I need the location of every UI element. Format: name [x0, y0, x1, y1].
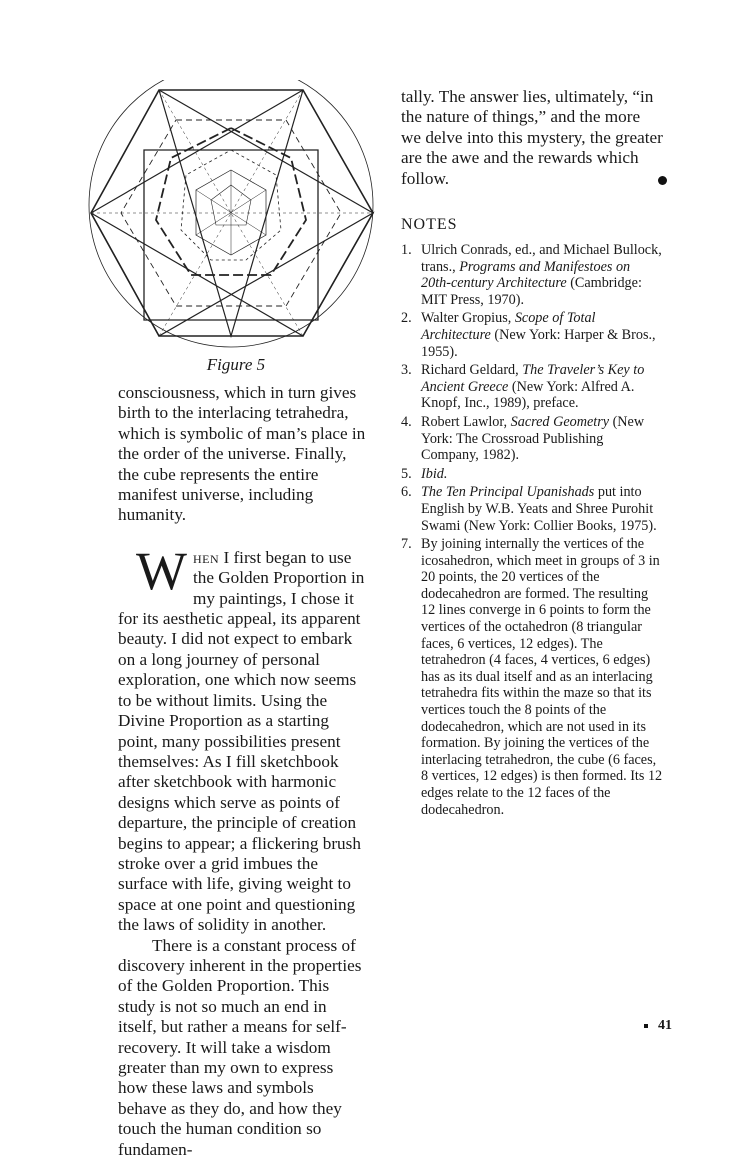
- page-number-text: 41: [658, 1018, 672, 1033]
- note-item: 1. Ulrich Conrads, ed., and Michael Bullock, trans., Programs and Manifestoes on 20th-century Architecture (Cambridge: MIT Press, 1970).: [401, 242, 662, 308]
- note-item: 6. The Ten Principal Upanishads put into English by W.B. Yeats and Shree Purohit Swami (New York: Collier Books, 1975).: [401, 484, 657, 534]
- paragraph-golden-proportion: [118, 540, 366, 936]
- notes-heading: NOTES: [401, 216, 458, 233]
- note-item: 3. Richard Geldard, The Traveler’s Key to Ancient Greece (New York: Alfred A. Knopf, Inc., 1989), preface.: [401, 362, 645, 412]
- figure-5-polyhedra-diagram: [86, 80, 386, 380]
- page-number: [644, 1018, 672, 1034]
- right-text-column: [401, 87, 663, 189]
- paragraph-consciousness: consciousness, which in turn gives birth to the interlacing tetrahedra, which is symbolic of man’s place in the order of the universe. Finally, the cube represents the entire manifest universe, including humanity.: [118, 383, 366, 525]
- paragraph-continuation: [401, 87, 663, 189]
- figure-caption: Figure 5: [206, 355, 266, 374]
- drop-cap: W: [136, 540, 187, 601]
- paragraph-constant-process: There is a constant process of discovery inherent in the properties of the Golden Proportion. This study is not so much an end in itself, but rather a means for self-recovery. It will take a wisdom greater than my own to express how these laws and symbols behave as they do, and how they touch the human condition so fundamen-: [118, 935, 362, 1159]
- note-item: 7. By joining internally the vertices of the icosahedron, which meet in groups of 3 in 20 points, the 20 vertices of the dodecahedron are formed. The resulting 12 lines converge in 6 points to form the vertices of the octahedron (8 triangular faces, 6 vertices, 12 edges). The tetrahedron (4 faces, 4 vertices, 6 edges) has as its dual itself and as an interlacing tetrahedra fits within the maze so that its vertices touch the 8 points of the dodecahedron, which are not used in its formation. By joining the vertices of the interlacing tetrahedron, the cube (6 faces, 8 vertices, 12 edges) is then formed. Its 12 edges relate to the 12 faces of the dodecahedron.: [401, 536, 663, 818]
- paragraph-body: I first began to use the Golden Proportion in my paintings, I chose it for its aesthetic appeal, its apparent beauty. I did not expect to embark on a long journey of personal exploration, one which now seems to be without limits. Using the Divine Proportion as a starting point, many possibilities present themselves: As I fill sketchbook after sketchbook with harmonic designs which serve as points of departure, the principle of creation begins to appear; a flickering brush stroke over a grid imbues the surface with life, giving weight to space at one point and questioning the laws of solidity in another.: [118, 547, 365, 935]
- end-mark-icon: [658, 176, 667, 185]
- paragraph-continuation-text: tally. The answer lies, ultimately, “in the nature of things,” and the more we delve into this mystery, the greater are the awe and the rewards which follow.: [401, 87, 663, 188]
- note-item: 4. Robert Lawlor, Sacred Geometry (New York: The Crossroad Publishing Company, 1982).: [401, 413, 645, 464]
- folio-square-icon: [644, 1024, 648, 1028]
- nested-polyhedra-drawing: [86, 80, 386, 380]
- small-caps-lead: hen: [192, 547, 220, 567]
- left-text-column: [118, 383, 366, 1160]
- note-item: 2. Walter Gropius, Scope of Total Architecture (New York: Harper & Bros., 1955).: [401, 310, 656, 360]
- note-item: 5. Ibid.: [401, 465, 448, 482]
- notes-list: [401, 242, 663, 820]
